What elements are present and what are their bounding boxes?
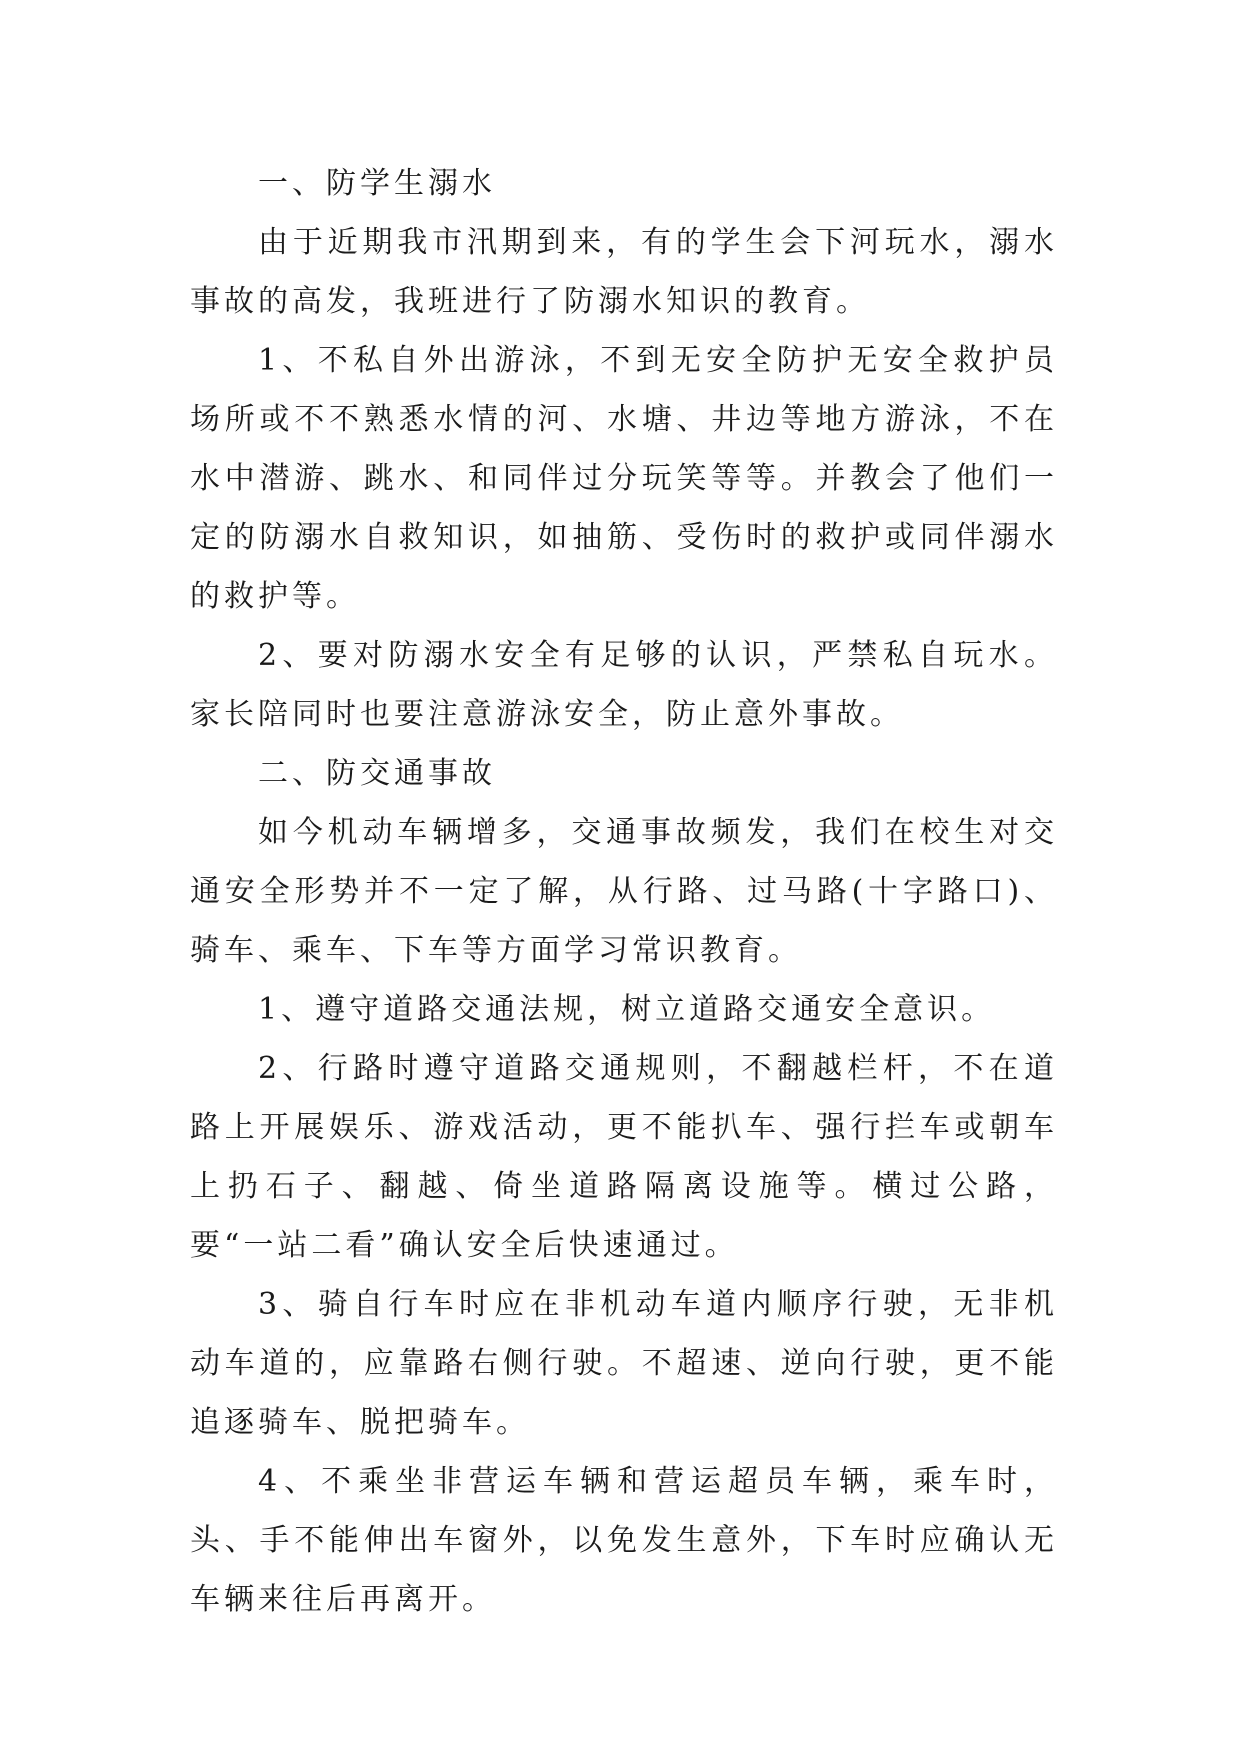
- paragraph-traffic-item-2: 2、行路时遵守道路交通规则，不翻越栏杆，不在道路上开展娱乐、游戏活动，更不能扒车、强行拦车或朝车上扔石子、翻越、倚坐道路隔离设施等。横过公路，要“一站二看”确认安全后快速通过。: [190, 1051, 1058, 1263]
- section-heading-traffic: 二、防交通事故: [258, 756, 496, 791]
- paragraph-drowning-item-1: 1、不私自外出游泳，不到无安全防护无安全救护员场所或不不熟悉水情的河、水塘、井边等地方游泳，不在水中潜游、跳水、和同伴过分玩笑等等。并教会了他们一定的防溺水自救知识，如抽筋、受伤时的救护或同伴溺水的救护等。: [190, 343, 1058, 614]
- paragraph-traffic-item-3: 3、骑自行车时应在非机动车道内顺序行驶，无非机动车道的，应靠路右侧行驶。不超速、逆向行驶，更不能追逐骑车、脱把骑车。: [190, 1287, 1058, 1440]
- paragraph-traffic-item-1: 1、遵守道路交通法规，树立道路交通安全意识。: [258, 992, 996, 1027]
- paragraph-traffic-item-4: 4、不乘坐非营运车辆和营运超员车辆，乘车时，头、手不能伸出车窗外，以免发生意外，下车时应确认无车辆来往后再离开。: [190, 1464, 1058, 1617]
- paragraph-traffic-intro: 如今机动车辆增多，交通事故频发，我们在校生对交通安全形势并不一定了解，从行路、过马路(十字路口)、骑车、乘车、下车等方面学习常识教育。: [190, 815, 1058, 968]
- paragraph-drowning-intro: 由于近期我市汛期到来，有的学生会下河玩水，溺水事故的高发，我班进行了防溺水知识的教育。: [190, 225, 1058, 319]
- document-body: [190, 154, 1058, 1629]
- section-heading-drowning: 一、防学生溺水: [258, 166, 496, 201]
- paragraph-drowning-item-2: 2、要对防溺水安全有足够的认识，严禁私自玩水。家长陪同时也要注意游泳安全，防止意外事故。: [190, 638, 1058, 732]
